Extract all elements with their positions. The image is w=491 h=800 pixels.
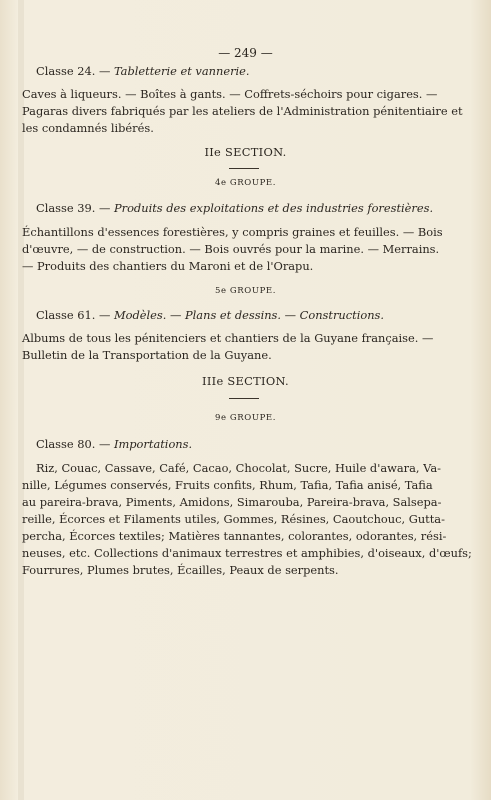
classe-61-heading bbox=[36, 307, 384, 324]
classe-80-line-2: nille, Légumes conservés, Fruits confits, Rhum, Tafia, Tafia anisé, Tafia bbox=[22, 478, 433, 492]
classe-61-line-1: Albums de tous les pénitenciers et chantiers de la Guyane française. — bbox=[22, 331, 434, 345]
classe-80-label: Classe 80. — bbox=[36, 437, 111, 451]
classe-24-line-2: Pagaras divers fabriqués par les ateliers de l'Administration pénitentiaire et bbox=[22, 104, 463, 118]
classe-80-line-6: neuses, etc. Collections d'animaux terrestres et amphibies, d'oiseaux, d'œufs; bbox=[22, 546, 472, 560]
section-2-rule bbox=[229, 168, 259, 169]
classe-39-line-1: Échantillons d'essences forestières, y compris graines et feuilles. — Bois bbox=[22, 225, 443, 239]
classe-61-line-2: Bulletin de la Transportation de la Guyane. bbox=[22, 348, 272, 362]
classe-80-heading bbox=[36, 436, 192, 453]
groupe-5-heading: 5e GROUPE. bbox=[214, 286, 277, 296]
groupe-9-heading: 9e GROUPE. bbox=[214, 413, 277, 423]
section-3-heading: IIIe SECTION. bbox=[202, 374, 289, 388]
classe-24-heading bbox=[36, 63, 250, 80]
classe-24-title: Tabletterie et vannerie. bbox=[113, 64, 250, 78]
classe-80-line-7: Fourrures, Plumes brutes, Écailles, Peaux de serpents. bbox=[22, 563, 339, 577]
classe-39-heading bbox=[36, 200, 433, 217]
classe-24-label: Classe 24. — bbox=[36, 64, 111, 78]
classe-39-line-3: — Produits des chantiers du Maroni et de l'Orapu. bbox=[22, 259, 314, 273]
classe-24-line-1: Caves à liqueurs. — Boîtes à gants. — Coffrets-séchoirs pour cigares. — bbox=[22, 87, 438, 101]
section-3-rule bbox=[229, 398, 259, 399]
classe-39-line-2: d'œuvre, — de construction. — Bois ouvrés pour la marine. — Merrains. bbox=[22, 242, 440, 256]
classe-80-line-4: reille, Écorces et Filaments utiles, Gommes, Résines, Caoutchouc, Gutta- bbox=[22, 512, 445, 526]
classe-61-title: Modèles. — Plans et dessins. — Constructions. bbox=[113, 308, 385, 322]
classe-39-label: Classe 39. — bbox=[36, 201, 111, 215]
groupe-4-heading: 4e GROUPE. bbox=[214, 178, 277, 188]
classe-80-line-5: percha, Écorces textiles; Matières tannantes, colorantes, odorantes, rési- bbox=[22, 529, 447, 543]
classe-24-line-3: les condamnés libérés. bbox=[22, 121, 154, 135]
page-number: — 249 — bbox=[218, 46, 273, 60]
classe-80-line-1: Riz, Couac, Cassave, Café, Cacao, Chocolat, Sucre, Huile d'awara, Va- bbox=[36, 461, 441, 475]
classe-39-title: Produits des exploitations et des industries forestières. bbox=[113, 201, 434, 215]
classe-80-line-3: au pareira-brava, Piments, Amidons, Simarouba, Pareira-brava, Salsepa- bbox=[22, 495, 442, 509]
classe-80-title: Importations. bbox=[113, 437, 193, 451]
classe-61-label: Classe 61. — bbox=[36, 308, 111, 322]
section-2-heading: IIe SECTION. bbox=[204, 145, 287, 159]
